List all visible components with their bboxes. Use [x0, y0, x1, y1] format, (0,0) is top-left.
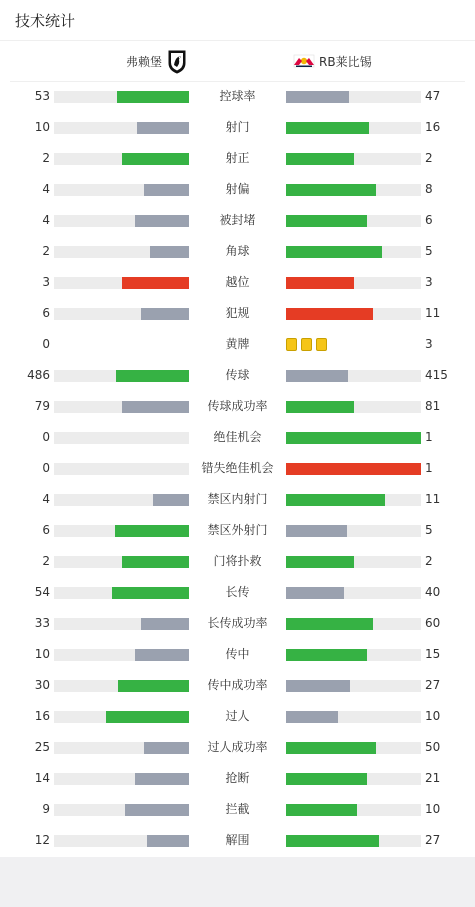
away-value: 6 — [425, 213, 433, 227]
stat-label: 控球率 — [219, 89, 256, 103]
away-value: 11 — [425, 492, 441, 506]
away-bar — [286, 277, 354, 289]
home-value: 4 — [42, 213, 50, 227]
away-bar — [286, 308, 373, 320]
away-bar — [286, 618, 373, 630]
home-team-crest-icon — [168, 48, 186, 74]
home-value: 53 — [34, 89, 50, 103]
home-bar-track — [54, 711, 189, 723]
home-bar — [122, 556, 190, 568]
away-value: 81 — [425, 399, 441, 413]
home-bar-track — [54, 804, 189, 816]
stat-row — [0, 794, 475, 825]
home-bar — [150, 246, 189, 258]
home-bar — [106, 711, 189, 723]
home-bar — [141, 308, 189, 320]
home-bar — [122, 153, 190, 165]
away-value: 16 — [425, 120, 441, 134]
home-bar-track — [54, 494, 189, 506]
away-bar — [286, 122, 369, 134]
home-value: 0 — [42, 461, 50, 475]
home-team-name: 弗赖堡 — [126, 54, 163, 69]
away-value: 27 — [425, 833, 441, 847]
home-bar-track — [54, 618, 189, 630]
stat-label: 门将扑救 — [213, 554, 262, 568]
yellow-card-icon — [316, 338, 327, 351]
home-value: 14 — [34, 771, 50, 785]
stat-label: 过人 — [225, 709, 250, 723]
away-bar — [286, 215, 367, 227]
stat-row — [0, 515, 475, 546]
stat-label: 犯规 — [225, 306, 250, 320]
home-bar-track — [54, 277, 189, 289]
stats-list — [0, 81, 475, 856]
away-yellow-cards — [286, 338, 331, 351]
away-bar — [286, 494, 385, 506]
stat-row — [0, 732, 475, 763]
stat-label: 绝佳机会 — [213, 430, 262, 444]
away-bar-track — [286, 122, 421, 134]
home-value: 30 — [34, 678, 50, 692]
away-value: 5 — [425, 244, 433, 258]
away-bar-track — [286, 184, 421, 196]
away-bar-track — [286, 463, 421, 475]
away-value: 15 — [425, 647, 441, 661]
home-bar-track — [54, 773, 189, 785]
stat-row — [0, 81, 475, 112]
away-team-crest-icon — [292, 52, 316, 70]
home-value: 4 — [42, 492, 50, 506]
stat-row — [0, 143, 475, 174]
stat-row — [0, 577, 475, 608]
home-value: 10 — [34, 647, 50, 661]
stat-label: 传中 — [225, 647, 250, 661]
home-bar-track — [54, 215, 189, 227]
stat-row — [0, 546, 475, 577]
away-bar-track — [286, 711, 421, 723]
home-bar — [112, 587, 189, 599]
home-bar-track — [54, 432, 189, 444]
home-bar-track — [54, 91, 189, 103]
stat-row — [0, 298, 475, 329]
home-bar — [137, 122, 189, 134]
stat-row — [0, 391, 475, 422]
stat-label: 长传 — [225, 585, 250, 599]
away-bar-track — [286, 525, 421, 537]
away-bar — [286, 401, 354, 413]
home-bar-track — [54, 525, 189, 537]
stat-label: 黄牌 — [225, 337, 250, 351]
away-team-name: RB莱比锡 — [319, 54, 372, 69]
stat-row — [0, 205, 475, 236]
stat-label: 解围 — [225, 833, 250, 847]
home-bar — [153, 494, 189, 506]
stat-label: 拦截 — [225, 802, 250, 816]
home-value: 4 — [42, 182, 50, 196]
away-bar — [286, 804, 357, 816]
away-value: 3 — [425, 275, 433, 289]
home-bar — [115, 525, 189, 537]
home-bar-track — [54, 556, 189, 568]
home-value: 16 — [34, 709, 50, 723]
away-bar-track — [286, 742, 421, 754]
home-bar-track — [54, 370, 189, 382]
home-value: 2 — [42, 244, 50, 258]
stat-label: 长传成功率 — [207, 616, 268, 630]
away-bar-track — [286, 556, 421, 568]
away-bar — [286, 153, 354, 165]
home-value: 2 — [42, 151, 50, 165]
away-value: 11 — [425, 306, 441, 320]
home-bar-track — [54, 680, 189, 692]
home-value: 79 — [34, 399, 50, 413]
away-bar-track — [286, 835, 421, 847]
stat-row — [0, 329, 475, 360]
home-bar — [147, 835, 189, 847]
away-bar-track — [286, 246, 421, 258]
away-bar-track — [286, 773, 421, 785]
home-bar — [118, 680, 189, 692]
home-bar — [135, 649, 189, 661]
away-bar-track — [286, 618, 421, 630]
away-bar-track — [286, 649, 421, 661]
stat-row — [0, 701, 475, 732]
stat-row — [0, 174, 475, 205]
home-value: 3 — [42, 275, 50, 289]
away-bar-track — [286, 308, 421, 320]
divider — [0, 40, 475, 41]
away-bar — [286, 680, 350, 692]
away-value: 3 — [425, 337, 433, 351]
yellow-card-icon — [286, 338, 297, 351]
away-bar-track — [286, 804, 421, 816]
away-bar — [286, 556, 354, 568]
away-bar-track — [286, 215, 421, 227]
stat-row — [0, 763, 475, 794]
stat-row — [0, 670, 475, 701]
stat-label: 射正 — [225, 151, 250, 165]
stat-row — [0, 484, 475, 515]
away-bar-track — [286, 91, 421, 103]
home-team[interactable] — [126, 48, 186, 74]
home-value: 12 — [34, 833, 50, 847]
away-value: 60 — [425, 616, 441, 630]
home-value: 0 — [42, 430, 50, 444]
away-value: 10 — [425, 709, 441, 723]
home-value: 10 — [34, 120, 50, 134]
stat-label: 被封堵 — [219, 213, 256, 227]
away-value: 415 — [425, 368, 448, 382]
home-bar-track — [54, 122, 189, 134]
away-bar-track — [286, 370, 421, 382]
home-bar — [144, 742, 189, 754]
away-value: 21 — [425, 771, 441, 785]
away-value: 50 — [425, 740, 441, 754]
away-bar — [286, 835, 379, 847]
away-bar — [286, 246, 382, 258]
home-bar — [141, 618, 189, 630]
away-value: 2 — [425, 151, 433, 165]
away-value: 8 — [425, 182, 433, 196]
stat-row — [0, 360, 475, 391]
away-team[interactable] — [292, 48, 372, 74]
home-bar-track — [54, 184, 189, 196]
stat-label: 射门 — [225, 120, 250, 134]
away-bar — [286, 711, 338, 723]
home-bar — [122, 401, 189, 413]
home-bar — [144, 184, 189, 196]
stat-label: 越位 — [225, 275, 250, 289]
stat-row — [0, 639, 475, 670]
away-bar — [286, 370, 348, 382]
home-value: 6 — [42, 306, 50, 320]
home-bar-track — [54, 401, 189, 413]
away-bar — [286, 587, 344, 599]
stat-label: 角球 — [225, 244, 250, 258]
home-bar — [116, 370, 189, 382]
home-bar — [135, 773, 189, 785]
home-bar — [135, 215, 189, 227]
stat-row — [0, 453, 475, 484]
away-value: 27 — [425, 678, 441, 692]
home-value: 6 — [42, 523, 50, 537]
home-bar — [122, 277, 190, 289]
away-bar — [286, 91, 349, 103]
home-value: 486 — [27, 368, 50, 382]
away-value: 1 — [425, 430, 433, 444]
stat-row — [0, 422, 475, 453]
away-value: 1 — [425, 461, 433, 475]
home-bar-track — [54, 153, 189, 165]
home-bar-track — [54, 246, 189, 258]
stat-label: 禁区外射门 — [207, 523, 268, 537]
home-value: 54 — [34, 585, 50, 599]
away-bar-track — [286, 401, 421, 413]
stat-label: 传球 — [225, 368, 250, 382]
away-bar-track — [286, 277, 421, 289]
stat-row — [0, 267, 475, 298]
home-bar-track — [54, 463, 189, 475]
home-bar — [117, 91, 189, 103]
home-bar-track — [54, 649, 189, 661]
away-value: 40 — [425, 585, 441, 599]
home-value: 33 — [34, 616, 50, 630]
stat-row — [0, 112, 475, 143]
stat-label: 传球成功率 — [207, 399, 268, 413]
home-bar — [125, 804, 189, 816]
stat-label: 错失绝佳机会 — [201, 461, 274, 475]
home-bar-track — [54, 308, 189, 320]
away-bar — [286, 525, 347, 537]
away-bar — [286, 463, 421, 475]
stat-row — [0, 825, 475, 856]
yellow-card-icon — [301, 338, 312, 351]
away-bar-track — [286, 680, 421, 692]
home-bar-track — [54, 742, 189, 754]
away-bar — [286, 649, 367, 661]
away-bar-track — [286, 587, 421, 599]
home-value: 0 — [42, 337, 50, 351]
stat-row — [0, 236, 475, 267]
away-bar — [286, 432, 421, 444]
away-value: 2 — [425, 554, 433, 568]
stat-label: 过人成功率 — [207, 740, 268, 754]
away-bar — [286, 773, 367, 785]
away-bar-track — [286, 432, 421, 444]
stat-label: 禁区内射门 — [207, 492, 268, 506]
stat-label: 射偏 — [225, 182, 250, 196]
stat-row — [0, 608, 475, 639]
home-bar-track — [54, 587, 189, 599]
home-bar-track — [54, 835, 189, 847]
away-bar — [286, 184, 376, 196]
away-bar-track — [286, 494, 421, 506]
away-value: 10 — [425, 802, 441, 816]
home-value: 2 — [42, 554, 50, 568]
page-title: 技术统计 — [15, 12, 76, 30]
away-bar — [286, 742, 376, 754]
away-bar-track — [286, 153, 421, 165]
away-value: 47 — [425, 89, 441, 103]
home-value: 9 — [42, 802, 50, 816]
stat-label: 抢断 — [225, 771, 250, 785]
home-value: 25 — [34, 740, 50, 754]
away-value: 5 — [425, 523, 433, 537]
stat-label: 传中成功率 — [207, 678, 268, 692]
